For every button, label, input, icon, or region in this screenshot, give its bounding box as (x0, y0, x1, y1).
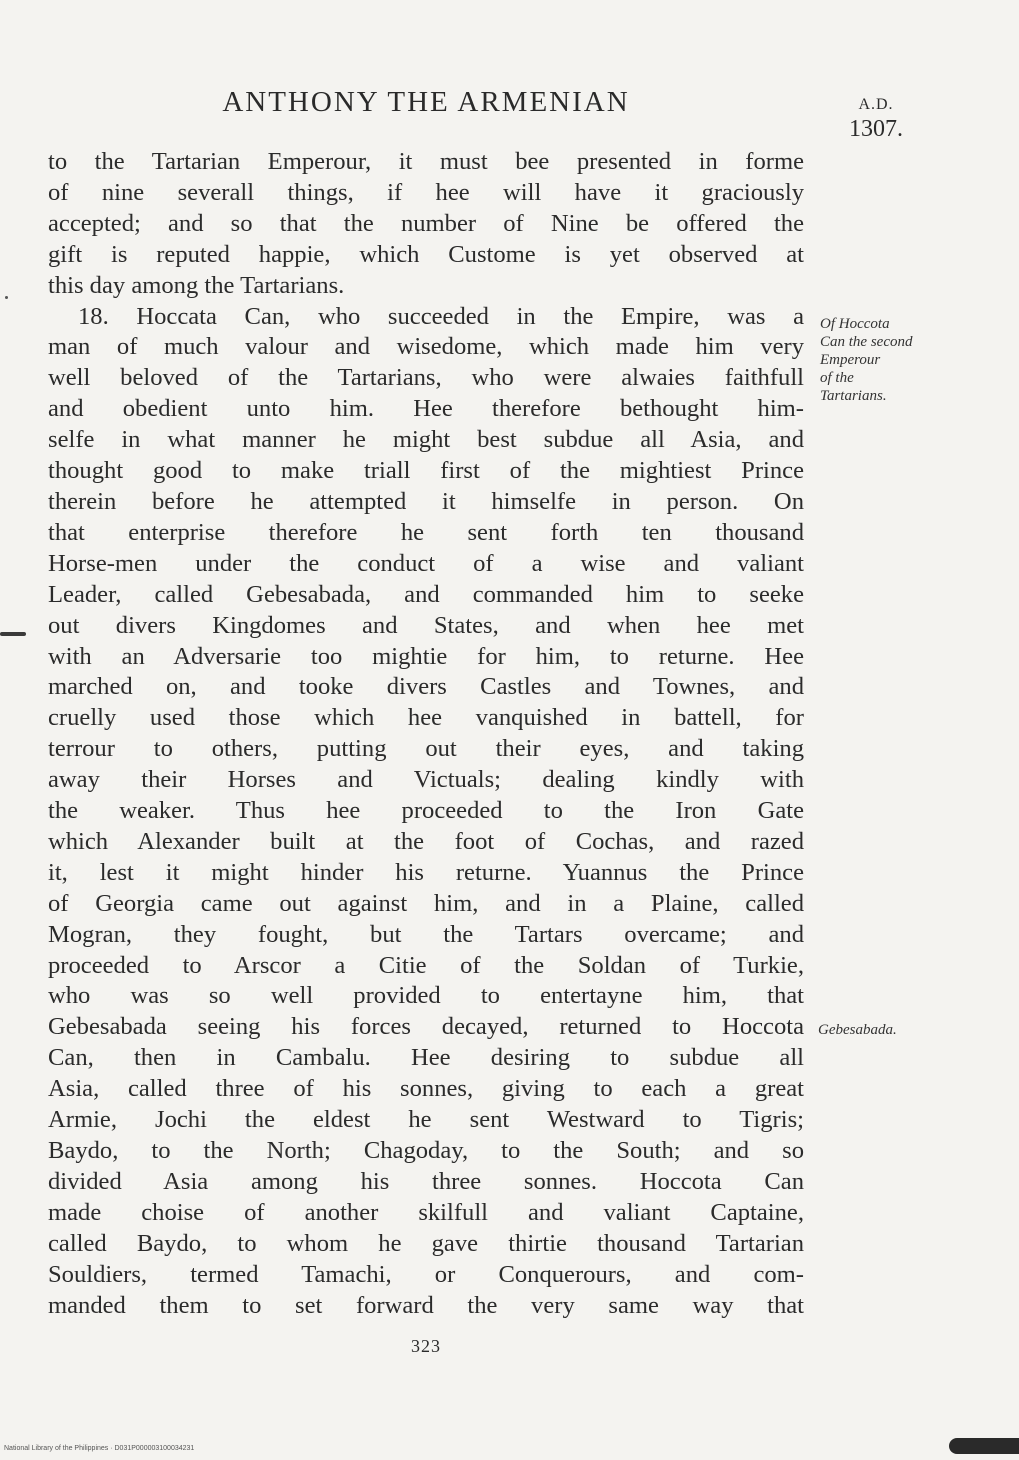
text-line: man of much valour and wisedome, which made him very (48, 333, 804, 361)
text-line: selfe in what manner he might best subdue all Asia, and (48, 426, 804, 454)
text-line: accepted; and so that the number of Nine be offered the (48, 209, 804, 237)
text-line: of nine severall things, if hee will have it graciously (48, 178, 804, 206)
text-line: manded them to set forward the very same way that (48, 1291, 804, 1319)
text-line: with an Adversarie too mightie for him, to returne. Hee (48, 642, 804, 670)
text-line: away their Horses and Victuals; dealing kindly with (48, 766, 804, 794)
text-line: of Georgia came out against him, and in a Plaine, called (48, 889, 804, 917)
text-line: who was so well provided to entertayne him, that (48, 982, 804, 1010)
text-line: gift is reputed happie, which Custome is yet observed at (48, 240, 804, 268)
text-line: therein before he attempted it himselfe in person. On (48, 487, 804, 515)
text-line: cruelly used those which hee vanquished in battell, for (48, 704, 804, 732)
running-title: ANTHONY THE ARMENIAN (222, 86, 630, 118)
margin-note-hoccota (820, 315, 960, 405)
text-line: Horse-men under the conduct of a wise and valiant (48, 549, 804, 577)
body-text (48, 147, 804, 1321)
text-line: made choise of another skilfull and valiant Captaine, (48, 1198, 804, 1226)
text-line: and obedient unto him. Hee therefore bethought him- (48, 395, 804, 423)
text-line: terrour to others, putting out their eyes, and taking (48, 735, 804, 763)
page-number: 323 (411, 1336, 441, 1356)
scan-dot-mark (5, 296, 8, 299)
text-line: Armie, Jochi the eldest he sent Westward to Tigris; (48, 1106, 804, 1134)
text-line: out divers Kingdomes and States, and when hee met (48, 611, 804, 639)
text-line: Mogran, they fought, but the Tartars overcame; and (48, 920, 804, 948)
year-number: 1307. (849, 116, 903, 142)
library-stamp: National Library of the Philippines · D031P000003100034231 (4, 1445, 195, 1452)
scan-edge-mark (0, 632, 26, 636)
year-label: A.D. (858, 96, 894, 113)
margin-note-line: of the (820, 370, 854, 386)
text-line: Gebesabada seeing his forces decayed, returned to Hoccota (48, 1013, 804, 1041)
text-line: Baydo, to the North; Chagoday, to the South; and so (48, 1137, 804, 1164)
margin-note-line: Of Hoccota (820, 316, 890, 332)
year-box (830, 96, 922, 143)
text-line: it, lest it might hinder his returne. Yuannus the Prince (48, 858, 804, 886)
scan-corner-mark (949, 1438, 1019, 1454)
margin-note-line: Tartarians. (820, 388, 887, 404)
text-line: marched on, and tooke divers Castles and Townes, and (48, 673, 804, 701)
text-line: Souldiers, termed Tamachi, or Conquerours, and com- (48, 1260, 804, 1288)
text-line: this day among the Tartarians. (48, 271, 345, 299)
text-line: which Alexander built at the foot of Cochas, and razed (48, 827, 804, 855)
margin-note-gebesabada: Gebesabada. (818, 1022, 897, 1038)
text-line: 18. Hoccata Can, who succeeded in the Empire, was a (78, 302, 804, 330)
text-line: proceeded to Arscor a Citie of the Soldan of Turkie, (48, 951, 804, 979)
text-line: divided Asia among his three sonnes. Hoccota Can (48, 1167, 804, 1195)
text-line: called Baydo, to whom he gave thirtie thousand Tartarian (48, 1229, 804, 1257)
text-line: Can, then in Cambalu. Hee desiring to subdue all (48, 1044, 804, 1072)
text-line: Leader, called Gebesabada, and commanded him to seeke (48, 580, 804, 608)
text-line: Asia, called three of his sonnes, giving to each a great (48, 1075, 804, 1103)
text-line: that enterprise therefore he sent forth ten thousand (48, 518, 804, 546)
margin-note-line: Can the second (820, 334, 913, 350)
text-line: well beloved of the Tartarians, who were alwaies faithfull (48, 364, 804, 392)
text-line: to the Tartarian Emperour, it must bee presented in forme (48, 148, 804, 175)
text-line: the weaker. Thus hee proceeded to the Iron Gate (48, 797, 804, 825)
text-line: thought good to make triall first of the mightiest Prince (48, 457, 804, 485)
margin-note-line: Emperour (820, 352, 881, 368)
